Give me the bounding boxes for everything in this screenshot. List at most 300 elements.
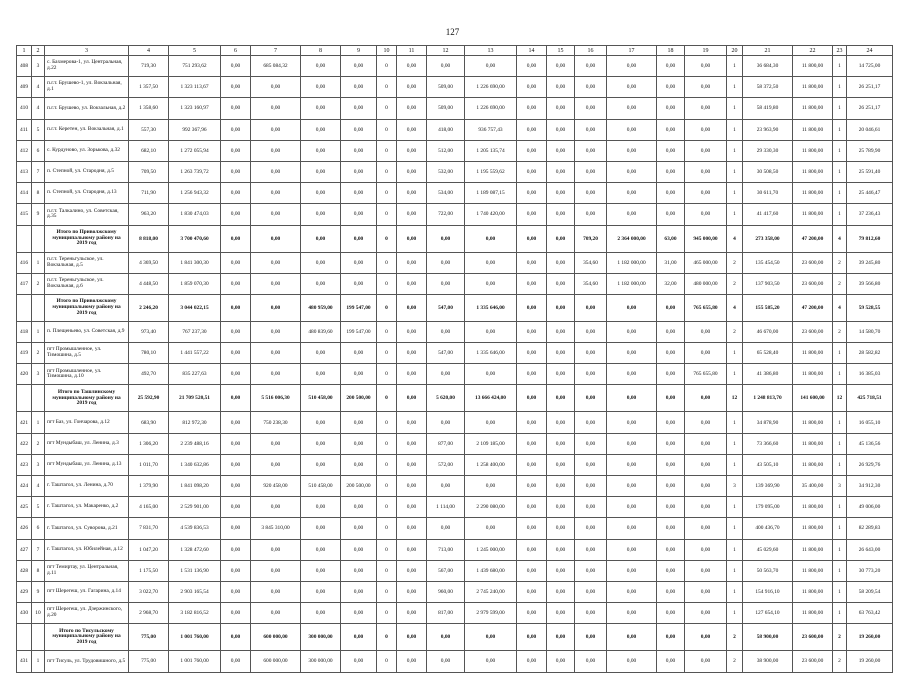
table-cell: 547,00 xyxy=(427,343,465,364)
table-cell: 0,00 xyxy=(221,476,251,497)
table-cell: 411 xyxy=(17,119,32,140)
table-cell: 0,00 xyxy=(517,161,547,182)
table-cell: 0,00 xyxy=(657,518,685,539)
table-cell: 428 xyxy=(17,560,32,581)
table-cell: 0,00 xyxy=(575,454,607,475)
address-cell: п.г.т. Брушево, ул. Вокзальная, д.2 xyxy=(45,98,129,119)
table-cell: 1 340 632,86 xyxy=(169,454,221,475)
column-number: 24 xyxy=(847,46,893,56)
table-cell: 11 800,00 xyxy=(793,364,833,385)
address-cell: пгт Мундыбаш, ул. Ленина, д.13 xyxy=(45,454,129,475)
table-cell: 877,00 xyxy=(427,433,465,454)
table-cell: 0,00 xyxy=(221,273,251,294)
table-cell: 1 830 474,03 xyxy=(169,204,221,225)
table-cell: 0,00 xyxy=(547,273,575,294)
table-cell: 0,00 xyxy=(547,252,575,273)
table-cell: 0,00 xyxy=(427,321,465,342)
table-cell: 11 800,00 xyxy=(793,77,833,98)
table-cell: 11 800,00 xyxy=(793,343,833,364)
table-cell: 0,00 xyxy=(341,651,377,672)
table-row xyxy=(17,560,893,581)
table-cell: 0,00 xyxy=(427,412,465,433)
table-cell: 973,40 xyxy=(129,321,169,342)
table-cell: 0 xyxy=(377,273,397,294)
table-cell: 12 xyxy=(727,385,743,412)
table-row xyxy=(17,518,893,539)
table-cell: 2 364 000,00 xyxy=(607,225,657,252)
table-cell: 2 xyxy=(727,651,743,672)
table-cell: 0,00 xyxy=(685,385,727,412)
table-cell: 0,00 xyxy=(607,343,657,364)
column-number: 4 xyxy=(129,46,169,56)
table-cell: 11 800,00 xyxy=(793,56,833,77)
table-cell: 423 xyxy=(17,454,32,475)
table-cell: 0,00 xyxy=(341,98,377,119)
table-cell: 0,00 xyxy=(517,56,547,77)
table-cell: 25 789,90 xyxy=(847,140,893,161)
table-cell: 419 xyxy=(17,343,32,364)
column-number: 3 xyxy=(45,46,129,56)
table-cell: 0,00 xyxy=(685,119,727,140)
table-cell: 0,00 xyxy=(607,539,657,560)
table-cell: 0,00 xyxy=(221,294,251,321)
table-cell: 0 xyxy=(377,539,397,560)
table-cell: 0,00 xyxy=(301,77,341,98)
address-cell: п. Плещеньево, ул. Советская, д.9 xyxy=(45,321,129,342)
table-cell: 0,00 xyxy=(427,651,465,672)
table-cell: 30 508,50 xyxy=(743,161,793,182)
table-cell: 0,00 xyxy=(397,225,427,252)
table-cell: 0,00 xyxy=(517,560,547,581)
table-cell: 0,00 xyxy=(547,140,575,161)
table-cell: 0,00 xyxy=(301,433,341,454)
table-cell: 1 323 160,97 xyxy=(169,98,221,119)
table-cell: 0,00 xyxy=(301,454,341,475)
table-cell: 0,00 xyxy=(301,252,341,273)
table-cell: 1 xyxy=(833,581,847,602)
table-cell: 0,00 xyxy=(397,603,427,624)
table-cell: 567,00 xyxy=(427,560,465,581)
table-cell: 0,00 xyxy=(657,433,685,454)
table-cell: 0 xyxy=(377,412,397,433)
table-cell: 0,00 xyxy=(251,343,301,364)
table-cell: 0,00 xyxy=(657,343,685,364)
table-cell: 0,00 xyxy=(547,98,575,119)
table-cell: 0,00 xyxy=(657,539,685,560)
table-cell: 0,00 xyxy=(607,98,657,119)
table-cell: 0,00 xyxy=(251,539,301,560)
table-cell: 1 xyxy=(727,518,743,539)
table-row xyxy=(17,539,893,560)
table-row xyxy=(17,98,893,119)
table-cell: 1 xyxy=(833,433,847,454)
table-cell: 0,00 xyxy=(657,56,685,77)
table-cell: 0,00 xyxy=(341,140,377,161)
table-cell: 0 xyxy=(377,204,397,225)
subtotal-row xyxy=(17,624,893,651)
table-cell: 0,00 xyxy=(657,385,685,412)
table-cell: 0,00 xyxy=(575,603,607,624)
table-cell: 0,00 xyxy=(607,454,657,475)
table-cell: 0,00 xyxy=(517,98,547,119)
table-cell: 0,00 xyxy=(607,364,657,385)
column-number: 15 xyxy=(547,46,575,56)
table-cell: 0,00 xyxy=(607,433,657,454)
table-cell: 0,00 xyxy=(517,454,547,475)
table-cell: 1 859 070,30 xyxy=(169,273,221,294)
table-cell: 0,00 xyxy=(657,364,685,385)
table-cell: 0 xyxy=(377,518,397,539)
table-cell: 0,00 xyxy=(341,225,377,252)
table-cell: 0,00 xyxy=(465,624,517,651)
table-cell: 3 xyxy=(727,476,743,497)
table-cell: 2 xyxy=(833,252,847,273)
table-cell: 154 916,10 xyxy=(743,581,793,602)
table-cell: 0,00 xyxy=(397,343,427,364)
table-row xyxy=(17,497,893,518)
table-cell: 425 xyxy=(17,497,32,518)
table-cell: 0,00 xyxy=(575,161,607,182)
table-cell: 0,00 xyxy=(517,119,547,140)
table-cell: 0,00 xyxy=(547,321,575,342)
table-cell: 1 047,20 xyxy=(129,539,169,560)
table-cell: 0 xyxy=(377,321,397,342)
table-cell: 0,00 xyxy=(301,364,341,385)
table-cell: 685 084,32 xyxy=(251,56,301,77)
address-cell: пгт Промышленное, ул. Тимошина, д.5 xyxy=(45,343,129,364)
table-cell: 5 xyxy=(32,497,45,518)
table-cell xyxy=(17,294,32,321)
table-cell: 300 000,00 xyxy=(301,651,341,672)
table-cell: 0,00 xyxy=(427,56,465,77)
table-cell: 0,00 xyxy=(221,581,251,602)
table-cell: 1 xyxy=(833,161,847,182)
table-cell: 0,00 xyxy=(607,204,657,225)
table-cell: 0,00 xyxy=(547,539,575,560)
table-cell: 0,00 xyxy=(301,273,341,294)
table-cell: 410 xyxy=(17,98,32,119)
table-cell: 199 547,00 xyxy=(341,321,377,342)
table-cell: 427 xyxy=(17,539,32,560)
table-cell: 0,00 xyxy=(657,651,685,672)
table-cell: 1 205 135,74 xyxy=(465,140,517,161)
table-cell: 3 700 470,60 xyxy=(169,225,221,252)
table-cell: 2 xyxy=(727,252,743,273)
table-cell: 0,00 xyxy=(301,98,341,119)
table-cell: 0,00 xyxy=(657,581,685,602)
table-cell: 0,00 xyxy=(397,560,427,581)
table-cell: 1 xyxy=(727,603,743,624)
table-cell xyxy=(17,385,32,412)
table-cell: 1 226 690,00 xyxy=(465,77,517,98)
table-cell: 30 773,20 xyxy=(847,560,893,581)
table-cell: 41 386,80 xyxy=(743,364,793,385)
table-cell: 2 903 165,54 xyxy=(169,581,221,602)
table-cell: 0,00 xyxy=(517,294,547,321)
table-cell: 0,00 xyxy=(607,603,657,624)
table-cell: 0,00 xyxy=(221,77,251,98)
table-cell: 1 001 760,00 xyxy=(169,651,221,672)
table-cell: 8 818,00 xyxy=(129,225,169,252)
table-cell: 0 xyxy=(377,364,397,385)
table-row xyxy=(17,364,893,385)
table-cell: 139 369,90 xyxy=(743,476,793,497)
table-cell: 2 979 599,00 xyxy=(465,603,517,624)
table-cell: 1 xyxy=(727,560,743,581)
column-number: 22 xyxy=(793,46,833,56)
table-cell: 1 xyxy=(727,77,743,98)
table-cell: 38 900,00 xyxy=(743,651,793,672)
table-row xyxy=(17,119,893,140)
table-cell: 4 xyxy=(32,476,45,497)
table-cell: 1 xyxy=(833,140,847,161)
table-cell: 8 xyxy=(32,560,45,581)
table-cell: 835 227,63 xyxy=(169,364,221,385)
table-cell: 0,00 xyxy=(221,603,251,624)
table-cell: 28 582,82 xyxy=(847,343,893,364)
table-cell: 1 011,70 xyxy=(129,454,169,475)
table-cell: 765 655,80 xyxy=(685,364,727,385)
address-cell: г. Таштагол, ул. Суворова, д.21 xyxy=(45,518,129,539)
table-cell: 0,00 xyxy=(575,77,607,98)
table-cell: 0,00 xyxy=(251,204,301,225)
table-cell: 58 900,00 xyxy=(743,624,793,651)
table-row xyxy=(17,581,893,602)
table-cell: 992 367,96 xyxy=(169,119,221,140)
table-cell: 412 xyxy=(17,140,32,161)
table-cell xyxy=(32,225,45,252)
table-cell: 1 xyxy=(727,412,743,433)
table-cell: 920 458,00 xyxy=(251,476,301,497)
table-cell: 21 709 520,51 xyxy=(169,385,221,412)
table-cell: 0,00 xyxy=(685,454,727,475)
table-cell: 1 xyxy=(727,183,743,204)
table-cell: 0,00 xyxy=(547,433,575,454)
table-cell: 512,00 xyxy=(427,140,465,161)
table-cell: 0,00 xyxy=(341,119,377,140)
table-cell: 14 580,70 xyxy=(847,321,893,342)
table-cell: 400 436,70 xyxy=(743,518,793,539)
table-cell: 0,00 xyxy=(607,412,657,433)
table-cell: 3 xyxy=(32,454,45,475)
table-cell: 1 248 813,70 xyxy=(743,385,793,412)
table-cell: 63,00 xyxy=(657,225,685,252)
table-row xyxy=(17,161,893,182)
table-cell: 1 xyxy=(727,140,743,161)
table-cell: 775,00 xyxy=(129,651,169,672)
table-cell: 0,00 xyxy=(547,385,575,412)
table-cell: 0,00 xyxy=(397,433,427,454)
table-cell: 1 xyxy=(727,161,743,182)
table-cell: 424 xyxy=(17,476,32,497)
table-cell: 137 903,50 xyxy=(743,273,793,294)
table-cell: 11 800,00 xyxy=(793,581,833,602)
subtotal-label: Итого по Приволжскому муниципальному району на 2019 год xyxy=(45,225,129,252)
table-cell: 0,00 xyxy=(685,161,727,182)
table-cell: 0,00 xyxy=(397,204,427,225)
table-cell: 0,00 xyxy=(465,56,517,77)
table-cell: 0,00 xyxy=(547,161,575,182)
table-cell: 1 xyxy=(833,364,847,385)
table-cell: 0,00 xyxy=(251,454,301,475)
table-cell: 34 912,30 xyxy=(847,476,893,497)
table-cell: 0,00 xyxy=(517,321,547,342)
table-cell: 11 800,00 xyxy=(793,183,833,204)
column-number: 2 xyxy=(32,46,45,56)
table-cell: 0,00 xyxy=(657,204,685,225)
table-cell: 1 328 472,60 xyxy=(169,539,221,560)
table-cell: 0,00 xyxy=(685,343,727,364)
table-cell: 0,00 xyxy=(341,364,377,385)
table-cell: 0,00 xyxy=(657,476,685,497)
address-cell: г. Таштагол, ул. Макаренко, д.2 xyxy=(45,497,129,518)
table-cell: 0,00 xyxy=(607,560,657,581)
table-cell: 0,00 xyxy=(575,651,607,672)
table-cell: 0,00 xyxy=(547,412,575,433)
table-cell: 0,00 xyxy=(607,581,657,602)
table-cell: 0 xyxy=(377,651,397,672)
table-cell: 0 xyxy=(377,294,397,321)
table-cell: 0,00 xyxy=(575,476,607,497)
address-cell: п.г.т. Брушево-1, ул. Вокзальная, д.1 xyxy=(45,77,129,98)
table-cell: 135 454,50 xyxy=(743,252,793,273)
table-cell: 1 335 646,00 xyxy=(465,343,517,364)
table-cell: 0,00 xyxy=(341,412,377,433)
table-cell: 510 458,00 xyxy=(301,385,341,412)
table-cell: 683,90 xyxy=(129,412,169,433)
table-cell: 1 195 559,62 xyxy=(465,161,517,182)
table-cell: 1 xyxy=(833,539,847,560)
table-cell: 0,00 xyxy=(251,119,301,140)
table-cell: 63 763,42 xyxy=(847,603,893,624)
table-cell: 0,00 xyxy=(517,603,547,624)
table-cell: 4 xyxy=(833,294,847,321)
table-cell: 0,00 xyxy=(575,497,607,518)
table-cell: 0 xyxy=(377,433,397,454)
table-cell: 0,00 xyxy=(685,204,727,225)
table-cell: 155 585,20 xyxy=(743,294,793,321)
address-cell: п.г.т. Керетен, ул. Вокзальная, д.1 xyxy=(45,119,129,140)
table-cell: 682,10 xyxy=(129,140,169,161)
column-number: 19 xyxy=(685,46,727,56)
table-cell: 0,00 xyxy=(341,581,377,602)
table-cell: 422 xyxy=(17,433,32,454)
table-cell: 0,00 xyxy=(221,140,251,161)
table-cell: 719,30 xyxy=(129,56,169,77)
table-cell: 0 xyxy=(377,98,397,119)
table-cell: 1 xyxy=(727,204,743,225)
address-cell: пгт Тисуль, ул. Трудовишного, д.5 xyxy=(45,651,129,672)
table-cell: 0,00 xyxy=(397,56,427,77)
table-cell: 817,00 xyxy=(427,603,465,624)
table-cell: 1 182 000,00 xyxy=(607,273,657,294)
column-number: 23 xyxy=(833,46,847,56)
table-cell: 0,00 xyxy=(341,539,377,560)
table-cell: 1 xyxy=(32,651,45,672)
table-cell: 0,00 xyxy=(547,225,575,252)
column-number: 14 xyxy=(517,46,547,56)
column-number: 5 xyxy=(169,46,221,56)
table-cell: 0,00 xyxy=(221,497,251,518)
table-cell: 11 800,00 xyxy=(793,161,833,182)
table-cell: 0,00 xyxy=(221,651,251,672)
table-cell: 26 251,17 xyxy=(847,77,893,98)
table-cell: 0,00 xyxy=(427,624,465,651)
table-cell: 0,00 xyxy=(221,225,251,252)
table-row xyxy=(17,651,893,672)
table-cell: 0 xyxy=(377,497,397,518)
table-cell: 4 539 836,53 xyxy=(169,518,221,539)
table-cell: 0,00 xyxy=(301,161,341,182)
table-cell: 0,00 xyxy=(251,364,301,385)
table-cell: 0,00 xyxy=(397,518,427,539)
table-cell: 4 xyxy=(727,225,743,252)
table-cell: 0,00 xyxy=(251,161,301,182)
table-cell: 58 372,50 xyxy=(743,77,793,98)
table-cell: 3 xyxy=(32,364,45,385)
table-cell: 47 200,00 xyxy=(793,225,833,252)
table-cell: 0,00 xyxy=(341,77,377,98)
table-cell: 532,00 xyxy=(427,161,465,182)
table-cell: 1 xyxy=(727,343,743,364)
address-cell: п. Степной, ул. Стародня, д.13 xyxy=(45,183,129,204)
table-cell: 0,00 xyxy=(397,183,427,204)
table-cell: 1 263 739,72 xyxy=(169,161,221,182)
table-row xyxy=(17,433,893,454)
table-cell: 0,00 xyxy=(301,225,341,252)
table-cell: 5 620,00 xyxy=(427,385,465,412)
table-cell: 0,00 xyxy=(575,518,607,539)
table-cell: 0,00 xyxy=(575,204,607,225)
table-cell: 65 528,40 xyxy=(743,343,793,364)
table-cell: 0,00 xyxy=(427,252,465,273)
table-cell: 1 189 087,15 xyxy=(465,183,517,204)
table-cell: 0,00 xyxy=(221,433,251,454)
table-cell: 0,00 xyxy=(575,294,607,321)
table-cell: 0,00 xyxy=(341,624,377,651)
table-cell: 23 600,00 xyxy=(793,321,833,342)
table-cell: 0 xyxy=(377,343,397,364)
table-cell: 1 258 400,00 xyxy=(465,454,517,475)
table-cell: 39 566,80 xyxy=(847,273,893,294)
table-cell: 0,00 xyxy=(427,273,465,294)
table-cell: 765 655,80 xyxy=(685,294,727,321)
table-cell: 200 500,00 xyxy=(341,476,377,497)
table-cell: 0,00 xyxy=(221,454,251,475)
table-cell: 23 600,00 xyxy=(793,624,833,651)
table-cell: 12 xyxy=(833,385,847,412)
table-cell: 0,00 xyxy=(221,98,251,119)
table-cell: 0,00 xyxy=(397,497,427,518)
table-cell: 26 251,17 xyxy=(847,98,893,119)
table-cell: 416 xyxy=(17,252,32,273)
table-cell: 2 xyxy=(833,273,847,294)
subtotal-row xyxy=(17,385,893,412)
table-cell: 0,00 xyxy=(547,603,575,624)
table-cell: 23 600,00 xyxy=(793,273,833,294)
table-cell: 49 006,00 xyxy=(847,497,893,518)
table-cell: 0 xyxy=(377,603,397,624)
table-cell: 0,00 xyxy=(517,183,547,204)
table-cell: 14 725,00 xyxy=(847,56,893,77)
table-cell: 0,00 xyxy=(397,252,427,273)
table-cell: 10 xyxy=(32,603,45,624)
table-cell: 1 xyxy=(727,119,743,140)
table-cell: 0,00 xyxy=(607,119,657,140)
table-cell: 0,00 xyxy=(685,624,727,651)
table-cell: 413 xyxy=(17,161,32,182)
table-cell: 0,00 xyxy=(575,581,607,602)
